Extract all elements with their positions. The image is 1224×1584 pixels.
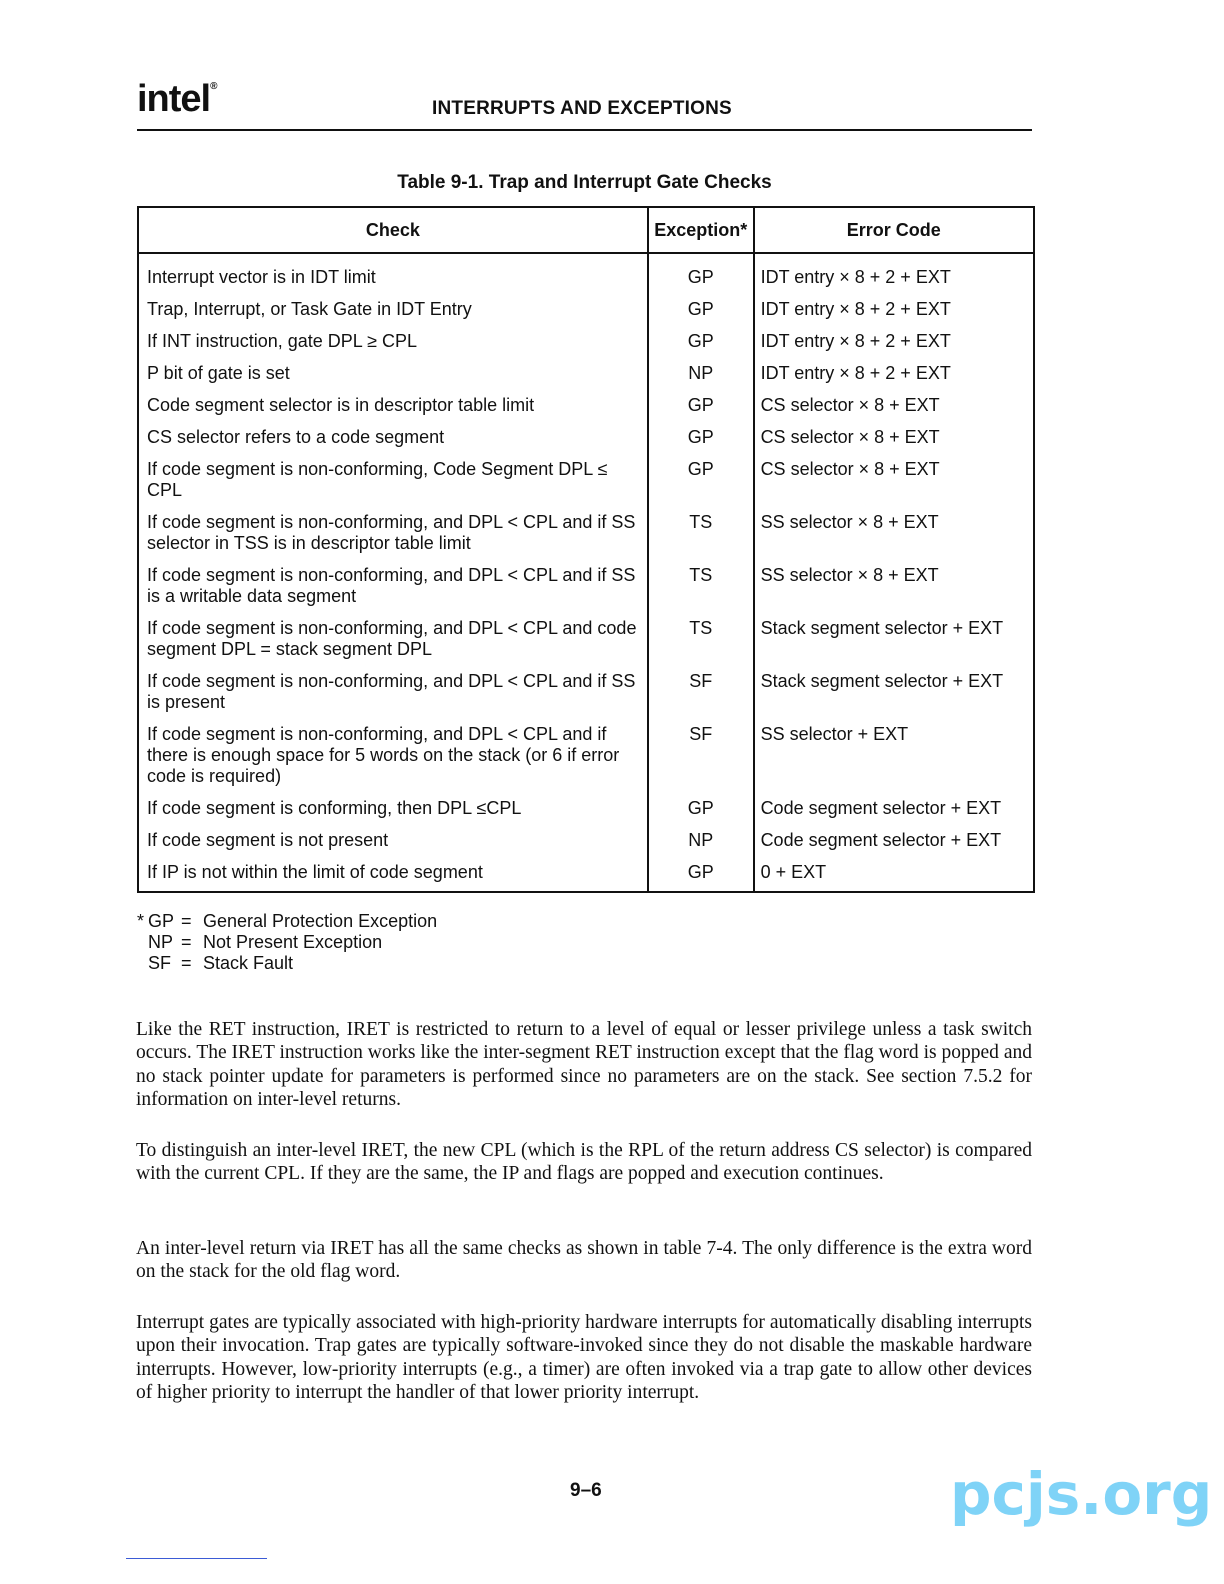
exception-cell: TS: [648, 618, 754, 671]
check-cell: P bit of gate is set: [147, 363, 290, 383]
footnote-row: [137, 932, 437, 953]
exception-cell: TS: [648, 512, 754, 565]
footnote-eq: =: [181, 953, 192, 973]
check-cell: CS selector refers to a code segment: [147, 427, 445, 447]
error-code-cell: SS selector × 8 + EXT: [760, 565, 939, 585]
error-code-cell: CS selector × 8 + EXT: [760, 427, 940, 447]
footnote-row: [137, 953, 437, 974]
footnote-desc: Not Present Exception: [203, 932, 383, 952]
exception-cell: GP: [648, 862, 754, 892]
error-code-cell: SS selector × 8 + EXT: [760, 512, 939, 532]
column-header-exception: Exception*: [648, 207, 754, 253]
table-title: Table 9-1. Trap and Interrupt Gate Checks: [397, 172, 772, 193]
exception-cell: GP: [648, 253, 754, 299]
error-code-cell: 0 + EXT: [760, 862, 827, 882]
table-row: [138, 724, 1034, 798]
table-header-row: [138, 207, 1034, 253]
check-cell: Trap, Interrupt, or Task Gate in IDT Entry: [147, 299, 472, 319]
paragraph-inter-level-iret: To distinguish an inter-level IRET, the new CPL (which is the RPL of the return address CS selector) is compared with the current CPL. If they are the same, the IP and flags are popped and execution continues.: [136, 1140, 1032, 1185]
table-footnote: [137, 911, 437, 974]
check-cell: If code segment is non-conforming, and DPL < CPL and code segment DPL = stack segment DPL: [147, 618, 637, 659]
error-code-cell: IDT entry × 8 + 2 + EXT: [760, 363, 951, 383]
footnote-desc: Stack Fault: [203, 953, 294, 973]
table-row: [138, 395, 1034, 427]
footnote-desc: General Protection Exception: [203, 911, 438, 931]
intel-logo: intel®: [137, 78, 217, 120]
paragraph-iret-checks: An inter-level return via IRET has all the same checks as shown in table 7-4. The only difference is the extra word on the stack for the old flag word.: [136, 1238, 1032, 1283]
error-code-cell: Stack segment selector + EXT: [760, 618, 1004, 638]
table-row: [138, 512, 1034, 565]
table-row: [138, 459, 1034, 512]
table-row: [138, 299, 1034, 331]
footnote-mark: [137, 932, 148, 953]
exception-cell: GP: [648, 331, 754, 363]
check-cell: If code segment is conforming, then DPL ≤CPL: [147, 798, 522, 818]
exception-cell: GP: [648, 299, 754, 331]
footnote-abbr: NP: [148, 932, 174, 952]
footnote-eq: =: [181, 911, 192, 931]
table-row: [138, 671, 1034, 724]
footnote-mark: [137, 953, 148, 974]
error-code-cell: Code segment selector + EXT: [760, 798, 1002, 818]
column-header-error-code: Error Code: [754, 207, 1034, 253]
table-row: [138, 331, 1034, 363]
error-code-cell: CS selector × 8 + EXT: [760, 459, 940, 479]
exception-cell: SF: [648, 671, 754, 724]
check-cell: If code segment is non-conforming, and DPL < CPL and if SS is present: [147, 671, 636, 712]
check-cell: Code segment selector is in descriptor table limit: [147, 395, 535, 415]
pcjs-watermark: pcjs.org: [950, 1460, 1213, 1528]
table-row: [138, 253, 1034, 299]
footnote-eq: =: [181, 932, 192, 952]
check-cell: If code segment is non-conforming, Code Segment DPL ≤ CPL: [147, 459, 608, 500]
gate-checks-table: [137, 206, 1035, 893]
bottom-link-underline: [126, 1558, 267, 1559]
footnote-mark: *: [137, 911, 145, 931]
exception-cell: NP: [648, 363, 754, 395]
exception-cell: GP: [648, 395, 754, 427]
footnote-abbr: GP: [148, 911, 175, 931]
table-row: [138, 618, 1034, 671]
page-number: 9–6: [570, 1480, 602, 1501]
table-row: [138, 565, 1034, 618]
check-cell: If INT instruction, gate DPL ≥ CPL: [147, 331, 417, 351]
check-cell: If code segment is non-conforming, and DPL < CPL and if there is enough space for 5 words on the stack (or 6 if error code is required): [147, 724, 620, 786]
table-row: [138, 427, 1034, 459]
exception-cell: NP: [648, 830, 754, 862]
footnote-row: [137, 911, 437, 932]
error-code-cell: Code segment selector + EXT: [760, 830, 1002, 850]
table-row: [138, 862, 1034, 892]
footnote-abbr: SF: [148, 953, 172, 973]
exception-cell: GP: [648, 427, 754, 459]
exception-cell: TS: [648, 565, 754, 618]
error-code-cell: IDT entry × 8 + 2 + EXT: [760, 299, 951, 319]
exception-cell: SF: [648, 724, 754, 798]
check-cell: Interrupt vector is in IDT limit: [147, 267, 376, 287]
header-divider: [137, 129, 1032, 131]
table-row: [138, 830, 1034, 862]
column-header-check: Check: [138, 207, 648, 253]
error-code-cell: SS selector + EXT: [760, 724, 909, 744]
paragraph-iret-restriction: Like the RET instruction, IRET is restricted to return to a level of equal or lesser privilege unless a task switch occurs. The IRET instruction works like the inter-segment RET instruction except that the flag word is popped and no stack pointer update for parameters is performed since no parameters are on the stack. See section 7.5.2 for information on inter-level returns.: [136, 1019, 1032, 1110]
check-cell: If code segment is non-conforming, and DPL < CPL and if SS is a writable data segment: [147, 565, 636, 606]
table-row: [138, 798, 1034, 830]
error-code-cell: IDT entry × 8 + 2 + EXT: [760, 331, 951, 351]
table-row: [138, 363, 1034, 395]
error-code-cell: CS selector × 8 + EXT: [760, 395, 940, 415]
page-header-title: INTERRUPTS AND EXCEPTIONS: [432, 98, 732, 119]
error-code-cell: Stack segment selector + EXT: [760, 671, 1004, 691]
exception-cell: GP: [648, 798, 754, 830]
check-cell: If IP is not within the limit of code segment: [147, 862, 483, 882]
error-code-cell: IDT entry × 8 + 2 + EXT: [760, 267, 951, 287]
check-cell: If code segment is not present: [147, 830, 389, 850]
paragraph-gate-types: Interrupt gates are typically associated with high-priority hardware interrupts for automatically disabling interrupts upon their invocation. Trap gates are typically software-invoked since they do not disable the maskable hardware interrupts. However, low-priority interrupts (e.g., a timer) are often invoked via a trap gate to allow other devices of higher priority to interrupt the handler of that lower priority interrupt.: [136, 1312, 1032, 1403]
exception-cell: GP: [648, 459, 754, 512]
check-cell: If code segment is non-conforming, and DPL < CPL and if SS selector in TSS is in descriptor table limit: [147, 512, 636, 553]
